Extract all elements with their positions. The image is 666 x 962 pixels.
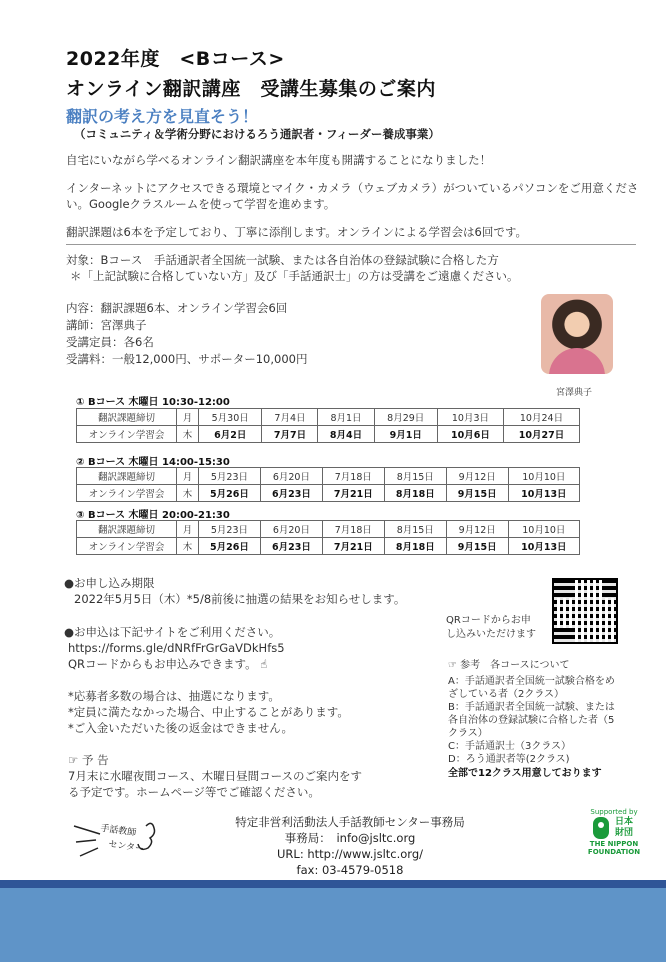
reference-a-2: ざしている者（2クラス） — [448, 689, 565, 700]
table-row — [77, 521, 580, 538]
table-row — [77, 538, 580, 555]
date-cell: 9月1日 — [374, 426, 437, 443]
reference-heading: 参考 各コースについて — [460, 660, 570, 671]
table-row — [77, 485, 580, 502]
reference-b-2: 各自治体の登録試験に合格した者（5 — [448, 715, 615, 726]
reference-heading-row — [448, 659, 569, 672]
intro-paragraph-1: 自宅にいながら学べるオンライン翻訳講座を本年度も開講することになりました！ — [66, 153, 492, 167]
details-capacity: 受講定員：各6名 — [66, 335, 154, 349]
nippon-foundation-icon — [592, 816, 610, 840]
footer-url[interactable]: URL: http://www.jsltc.org/ — [277, 847, 423, 861]
row-day: 木 — [177, 485, 199, 502]
footer-contact — [200, 814, 500, 878]
date-cell: 5月30日 — [199, 409, 262, 426]
course-3-table — [76, 520, 580, 555]
reference-b-1: B：手話通訳者全国統一試験、または — [448, 702, 615, 713]
tagline: （コミュニティ＆学術分野におけるろう通訳者・フィーダー養成事業） — [74, 127, 440, 141]
date-cell: 8月4日 — [318, 426, 374, 443]
date-cell: 9月15日 — [446, 538, 508, 555]
intro-paragraph-3: 翻訳課題は6本を予定しており、丁寧に添削します。オンラインによる学習会は6回です。 — [66, 225, 527, 239]
row-day: 月 — [177, 521, 199, 538]
date-cell: 8月1日 — [318, 409, 374, 426]
deadline-text: 2022年5月5日（木）*5/8前後に抽選の結果をお知らせします。 — [74, 592, 406, 606]
reference-a-1: A：手話通訳者全国統一試験合格をめ — [448, 676, 615, 687]
row-label: オンライン学習会 — [77, 426, 177, 443]
hand-pointer-icon: ☞ — [68, 753, 79, 767]
qr-caption-line-2: し込みいただけます — [446, 629, 536, 640]
table-row — [77, 468, 580, 485]
date-cell: 10月27日 — [503, 426, 579, 443]
date-cell: 8月15日 — [384, 468, 446, 485]
row-label: 翻訳課題締切 — [77, 468, 177, 485]
application-url[interactable]: https://forms.gle/dNRfFrGrGaVDkHfs5 — [68, 641, 285, 655]
note-2: *定員に満たなかった場合、中止することがあります。 — [68, 705, 349, 719]
footer-fax: fax: 03-4579-0518 — [296, 863, 404, 877]
photo-caption: 宮澤典子 — [556, 388, 593, 398]
course-1-heading: ① Bコース 木曜日 10:30-12:00 — [76, 397, 230, 408]
row-day: 木 — [177, 426, 199, 443]
date-cell: 10月13日 — [508, 538, 579, 555]
course-3-heading: ③ Bコース 木曜日 20:00-21:30 — [76, 510, 230, 521]
note-3: *ご入金いただいた後の返金はできません。 — [68, 721, 293, 735]
date-cell: 9月15日 — [446, 485, 508, 502]
date-cell: 10月10日 — [508, 468, 579, 485]
date-cell: 7月18日 — [322, 468, 384, 485]
date-cell: 8月18日 — [384, 485, 446, 502]
qr-caption — [446, 614, 536, 642]
deadline-heading: ●お申し込み期限 — [64, 576, 155, 590]
footer-office: 事務局： info@jsltc.org — [284, 831, 416, 845]
date-cell: 5月23日 — [199, 468, 261, 485]
date-cell: 6月2日 — [199, 426, 262, 443]
date-cell: 10月6日 — [437, 426, 503, 443]
date-cell: 7月7日 — [262, 426, 318, 443]
row-label: オンライン学習会 — [77, 538, 177, 555]
date-cell: 10月10日 — [508, 521, 579, 538]
nippon-foundation-logo — [586, 808, 642, 874]
course-2-heading: ② Bコース 木曜日 14:00-15:30 — [76, 457, 230, 468]
date-cell: 10月24日 — [503, 409, 579, 426]
date-cell: 7月21日 — [322, 538, 384, 555]
row-day: 木 — [177, 538, 199, 555]
row-day: 月 — [177, 409, 199, 426]
np-supported: Supported by — [590, 808, 638, 816]
date-cell: 9月12日 — [446, 468, 508, 485]
footer-org: 特定非営利活動法人手話教師センター事務局 — [235, 815, 465, 829]
notice-heading-row — [68, 752, 109, 768]
date-cell: 6月23日 — [260, 485, 322, 502]
date-cell: 7月18日 — [322, 521, 384, 538]
np-kanji: 日本財団 — [614, 817, 633, 838]
date-cell: 8月29日 — [374, 409, 437, 426]
target-line-1: 対象：Bコース 手話通訳者全国統一試験、または各自治体の登録試験に合格した方 — [66, 253, 499, 267]
target-line-2: ＊「上記試験に合格していない方」及び「手話通訳士」の方は受講をご遠慮ください。 — [70, 269, 519, 283]
date-cell: 6月20日 — [260, 521, 322, 538]
date-cell: 10月13日 — [508, 485, 579, 502]
date-cell: 8月15日 — [384, 521, 446, 538]
row-label: 翻訳課題締切 — [77, 409, 177, 426]
date-cell: 5月23日 — [199, 521, 261, 538]
svg-text:手話教師: 手話教師 — [99, 823, 137, 839]
intro-paragraph-2: インターネットにアクセスできる環境とマイク・カメラ（ウェブカメラ）がついているパソコンをご用意ください。Googleクラスルームを使って学習を進めます。 — [66, 181, 639, 211]
hand-pointer-icon: ☞ — [448, 660, 457, 671]
title-line-2: オンライン翻訳講座 受講生募集のご案内 — [66, 78, 436, 100]
date-cell: 5月26日 — [199, 485, 261, 502]
qr-application-text: QRコードからもお申込みできます。 — [68, 657, 257, 671]
course-1-table — [76, 408, 580, 443]
date-cell: 6月23日 — [260, 538, 322, 555]
footer-band — [0, 888, 666, 962]
qr-code[interactable] — [552, 578, 618, 644]
row-label: オンライン学習会 — [77, 485, 177, 502]
date-cell: 9月12日 — [446, 521, 508, 538]
date-cell: 8月18日 — [384, 538, 446, 555]
notice-heading: 予 告 — [81, 753, 109, 767]
np-name-1: THE NIPPON — [589, 840, 639, 848]
reference-total: 全部で12クラス用意しております — [448, 768, 602, 779]
section-divider — [66, 244, 636, 245]
date-cell: 5月26日 — [199, 538, 261, 555]
details-fee: 受講料：一般12,000円、サポーター10,000円 — [66, 352, 308, 366]
reference-c: C：手話通訳士（3クラス） — [448, 741, 572, 752]
reference-d: D：ろう通訳者等(2クラス) — [448, 754, 570, 765]
title-line-1: 2022年度 <Bコース> — [66, 48, 285, 70]
date-cell: 10月3日 — [437, 409, 503, 426]
date-cell: 7月4日 — [262, 409, 318, 426]
np-name-2: FOUNDATION — [587, 848, 641, 856]
table-row — [77, 409, 580, 426]
lecturer-photo — [541, 294, 613, 374]
row-day: 月 — [177, 468, 199, 485]
jsltc-logo-icon — [70, 812, 166, 860]
note-1: *応募者多数の場合は、抽選になります。 — [68, 689, 280, 703]
notice-text-1: 7月末に水曜夜間コース、木曜日昼間コースのご案内をす — [68, 769, 363, 783]
qr-application-line — [68, 656, 267, 672]
details-lecturer: 講師：宮澤典子 — [66, 318, 147, 332]
qr-caption-line-1: QRコードからお申 — [446, 615, 531, 626]
course-2-table — [76, 467, 580, 502]
svg-text:センター: センター — [107, 839, 145, 855]
details-content: 内容：翻訳課題6本、オンライン学習会6回 — [66, 301, 288, 315]
pointing-hand-icon: ☝ — [260, 657, 268, 671]
date-cell: 6月20日 — [260, 468, 322, 485]
reference-b-3: クラス） — [448, 728, 488, 739]
table-row — [77, 426, 580, 443]
site-heading: ●お申込は下記サイトをご利用ください。 — [64, 625, 281, 639]
subtitle: 翻訳の考え方を見直そう！ — [66, 107, 259, 126]
row-label: 翻訳課題締切 — [77, 521, 177, 538]
notice-text-2: る予定です。ホームページ等でご確認ください。 — [68, 785, 320, 799]
date-cell: 7月21日 — [322, 485, 384, 502]
